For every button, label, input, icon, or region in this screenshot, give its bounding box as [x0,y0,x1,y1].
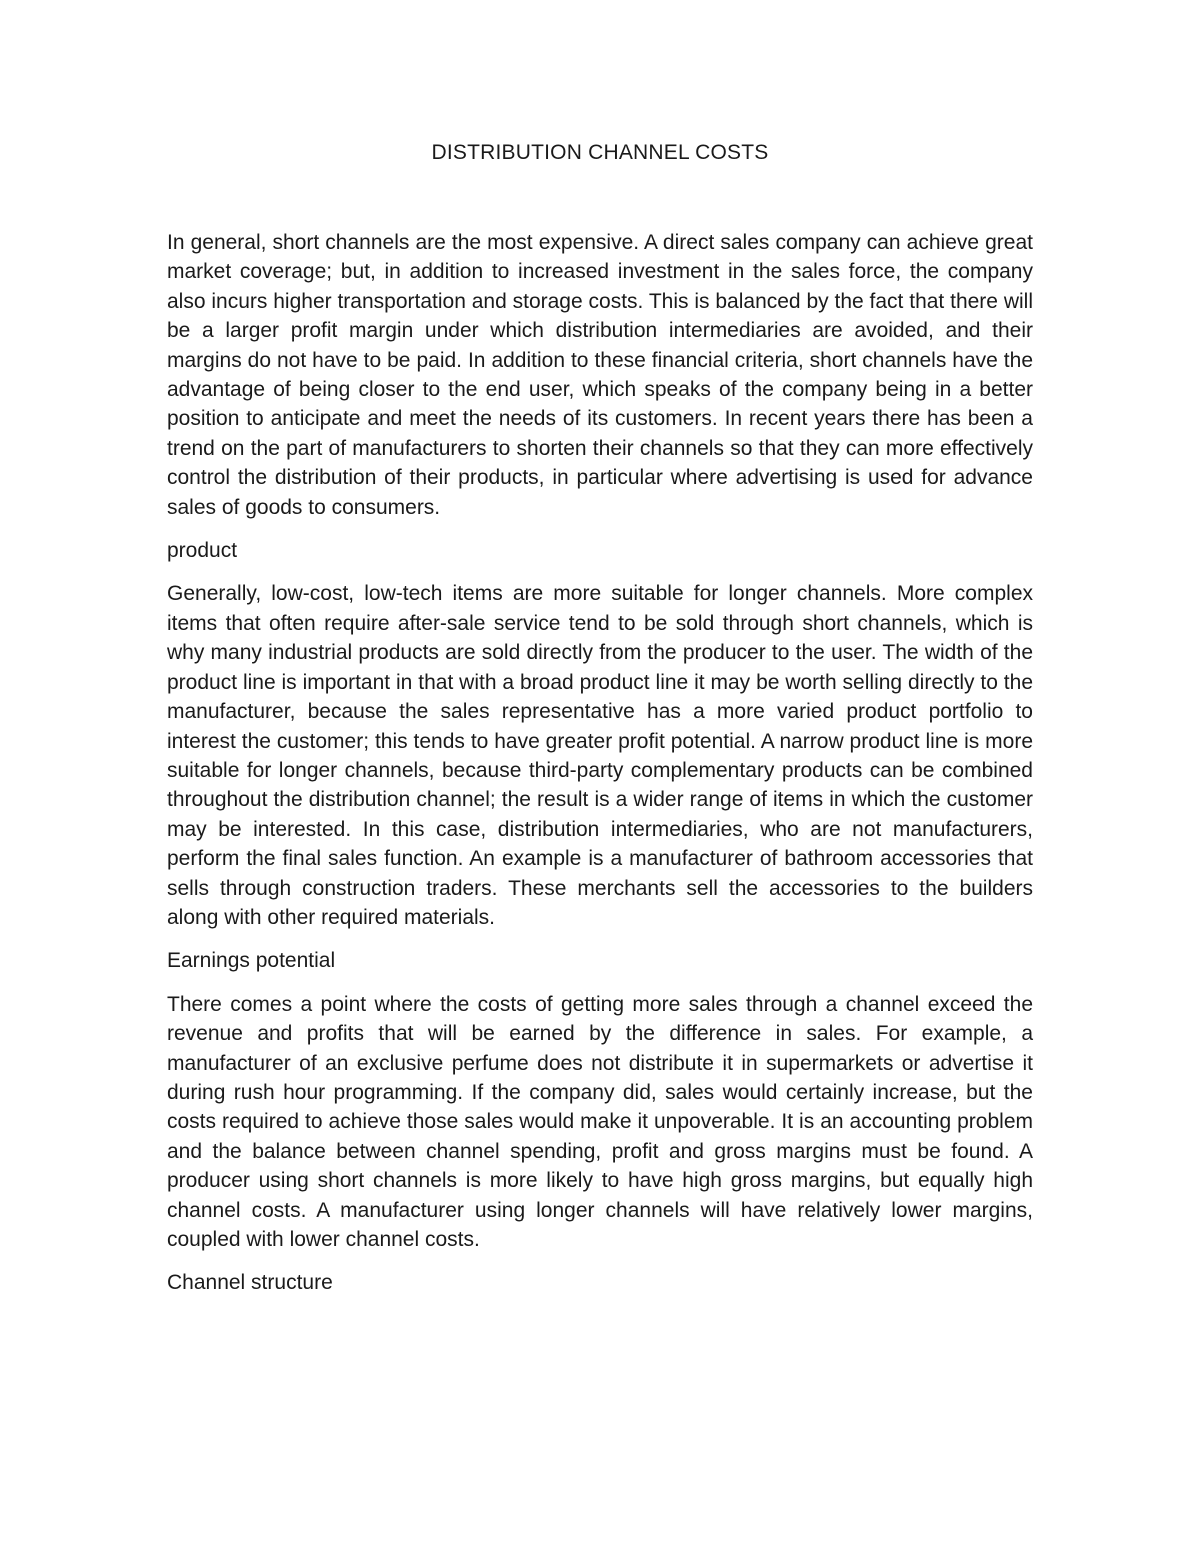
intro-paragraph: In general, short channels are the most expensive. A direct sales company can achieve great market coverage; but, in addition to increased investment in the sales force, the company also incurs higher transportation and storage costs. This is balanced by the fact that there will be a larger profit margin under which distribution intermediaries are avoided, and their margins do not have to be paid. In addition to these financial criteria, short channels have the advantage of being closer to the end user, which speaks of the company being in a better position to anticipate and meet the needs of its customers. In recent years there has been a trend on the part of manufacturers to shorten their channels so that they can more effectively control the distribution of their products, in particular where advertising is used for advance sales of goods to consumers. [167,231,1033,519]
section-heading-product: product [167,539,238,563]
document-body [167,228,1033,1312]
document-title: DISTRIBUTION CHANNEL COSTS [431,141,769,164]
section-heading-earnings-potential: Earnings potential [167,949,336,973]
section-paragraph-product: Generally, low-cost, low-tech items are more suitable for longer channels. More complex items that often require after-sale service tend to be sold through short channels, which is why many industrial products are sold directly from the producer to the user. The width of the product line is important in that with a broad product line it may be worth selling directly to the manufacturer, because the sales representative has a more varied product portfolio to interest the customer; this tends to have greater profit potential. A narrow product line is more suitable for longer channels, because third-party complementary products can be combined throughout the distribution channel; the result is a wider range of items in which the customer may be interested. In this case, distribution intermediaries, who are not manufacturers, perform the final sales function. An example is a manufacturer of bathroom accessories that sells through construction traders. These merchants sell the accessories to the builders along with other required materials. [167,582,1033,929]
section-heading-channel-structure: Channel structure [167,1271,333,1295]
section-paragraph-earnings-potential: There comes a point where the costs of getting more sales through a channel exceed the revenue and profits that will be earned by the difference in sales. For example, a manufacturer of an exclusive perfume does not distribute it in supermarkets or advertise it during rush hour programming. If the company did, sales would certainly increase, but the costs required to achieve those sales would make it unpoverable. It is an accounting problem and the balance between channel spending, profit and gross margins must be found. A producer using short channels is more likely to have high gross margins, but equally high channel costs. A manufacturer using longer channels will have relatively lower margins, coupled with lower channel costs. [167,992,1033,1251]
